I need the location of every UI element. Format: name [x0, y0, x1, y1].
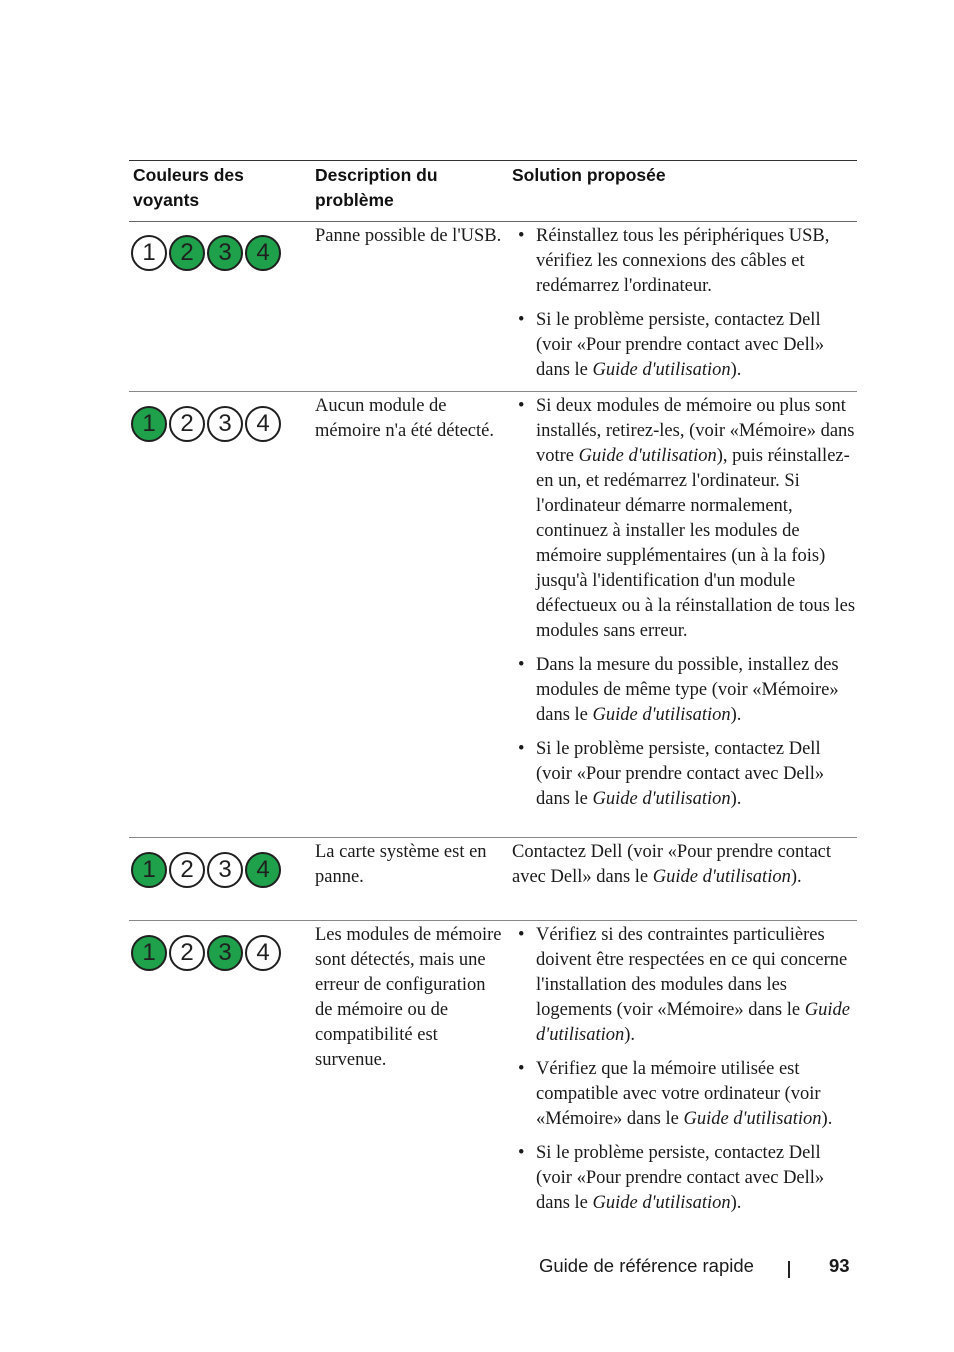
solution-text-block — [512, 840, 857, 890]
page-number: 93 — [829, 1255, 850, 1276]
list-item — [512, 308, 857, 383]
led-2-icon: 2 — [169, 935, 205, 971]
solution-text-end: ). — [730, 789, 742, 809]
guide-title: Guide d'utilisation — [592, 360, 731, 380]
solution-text-end: ). — [730, 1193, 742, 1213]
diagnostic-lights — [131, 406, 281, 442]
guide-title: Guide d'utilisation — [592, 705, 731, 725]
solution-text: Si le problème persiste, contactez Dell (voir «Pour prendre contact avec Dell» dans le — [536, 1143, 825, 1213]
diagnostic-lights — [131, 852, 281, 888]
led-2-icon: 2 — [169, 235, 205, 271]
guide-title: Guide d'utilisation — [578, 446, 717, 466]
solution-text: Si le problème persiste, contactez Dell (voir «Pour prendre contact avec Dell» dans le — [536, 310, 825, 380]
solution-list — [512, 224, 857, 392]
problem-description: La carte système est en panne. — [315, 842, 487, 887]
page-footer — [0, 1255, 954, 1283]
table-top-rule — [129, 160, 857, 161]
list-item — [512, 653, 857, 728]
led-1-icon: 1 — [131, 235, 167, 271]
list-item — [512, 1141, 857, 1216]
solution-text: Si deux modules de mémoire ou plus sont installés, retirez-les, (voir «Mémoire» dans votre — [536, 396, 855, 466]
solution-list — [512, 923, 857, 1225]
problem-description: Les modules de mémoire sont détectés, mais une erreur de configuration de mémoire ou de compatibilité est survenue. — [315, 925, 502, 1070]
solution-text: Si le problème persiste, contactez Dell (voir «Pour prendre contact avec Dell» dans le — [536, 739, 825, 809]
solution-text: Dans la mesure du possible, installez des modules de même type (voir «Mémoire» dans le — [536, 655, 839, 725]
diagnostic-lights — [131, 235, 281, 271]
guide-title: Guide d'utilisation — [652, 867, 791, 887]
led-3-icon: 3 — [207, 935, 243, 971]
solution-text: Contactez Dell (voir «Pour prendre contact avec Dell» dans le — [512, 842, 832, 887]
problem-description: Panne possible de l'USB. — [315, 226, 502, 246]
solution-list — [512, 394, 857, 821]
row-separator — [129, 391, 857, 392]
solution-text-end: ). — [624, 1025, 636, 1045]
solution-text-end: ). — [790, 867, 802, 887]
solution-text: Vérifiez que la mémoire utilisée est compatible avec votre ordinateur (voir «Mémoire» dans le — [536, 1059, 821, 1129]
list-item — [512, 1057, 857, 1132]
led-1-icon: 1 — [131, 935, 167, 971]
led-3-icon: 3 — [207, 852, 243, 888]
led-4-icon: 4 — [245, 406, 281, 442]
footer-title: Guide de référence rapide — [539, 1255, 754, 1276]
row-separator — [129, 920, 857, 921]
led-1-icon: 1 — [131, 852, 167, 888]
header-light-colors: Couleurs des voyants — [133, 165, 244, 210]
guide-title: Guide d'utilisation — [683, 1109, 822, 1129]
list-item — [512, 737, 857, 812]
solution-text-end: ). — [821, 1109, 833, 1129]
list-item — [512, 923, 857, 1048]
footer-divider — [788, 1261, 790, 1278]
list-item — [512, 394, 857, 644]
led-4-icon: 4 — [245, 235, 281, 271]
solution-text: Vérifiez si des contraintes particulières doivent être respectées en ce qui concerne l'installation des modules dans les logements (voir «Mémoire» dans le — [536, 925, 848, 1020]
header-problem-description: Description du problème — [315, 165, 438, 210]
led-2-icon: 2 — [169, 406, 205, 442]
solution-text-end: ). — [730, 360, 742, 380]
list-item — [512, 224, 857, 299]
header-rule — [129, 221, 857, 222]
diagnostic-lights — [131, 935, 281, 971]
solution-text-end: ), puis réinstallez-en un, et redémarrez l'ordinateur. Si l'ordinateur démarre normalement, continuez à installer les modules de mémoire supplémentaires (un à la fois) jusqu'à l'identification d'un module défectueux ou à la réinstallation de tous les modules sans erreur. — [536, 446, 856, 641]
led-4-icon: 4 — [245, 852, 281, 888]
guide-title: Guide d'utilisation — [592, 1193, 731, 1213]
led-2-icon: 2 — [169, 852, 205, 888]
led-3-icon: 3 — [207, 235, 243, 271]
row-separator — [129, 837, 857, 838]
problem-description: Aucun module de mémoire n'a été détecté. — [315, 396, 494, 441]
guide-title: Guide d'utilisation — [536, 1000, 850, 1045]
header-proposed-solution: Solution proposée — [512, 165, 666, 185]
solution-text: Réinstallez tous les périphériques USB, vérifiez les connexions des câbles et redémarrez l'ordinateur. — [536, 226, 830, 296]
solution-text-end: ). — [730, 705, 742, 725]
led-1-icon: 1 — [131, 406, 167, 442]
guide-title: Guide d'utilisation — [592, 789, 731, 809]
led-3-icon: 3 — [207, 406, 243, 442]
led-4-icon: 4 — [245, 935, 281, 971]
